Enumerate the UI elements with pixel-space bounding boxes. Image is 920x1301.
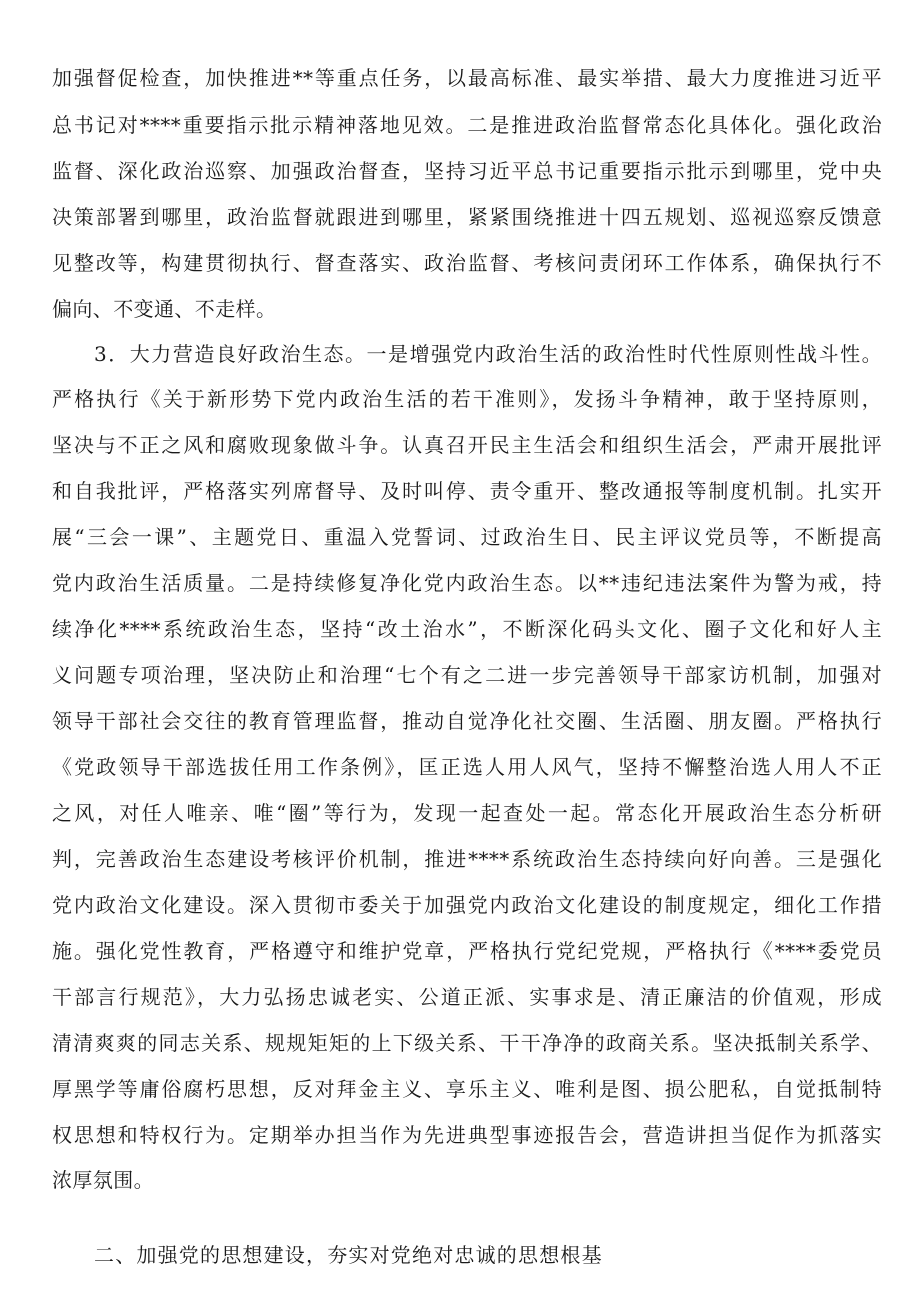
text-line: 判，完善政治生态建设考核评价机制，推进****系统政治生态持续向好向善。三是强化 (52, 847, 882, 871)
text-line: 加强督促检查，加快推进**等重点任务，以最高标准、最实举措、最大力度推进习近平 (52, 66, 882, 90)
text-line: 清清爽爽的同志关系、规规矩矩的上下级关系、干干净净的政商关系。坚决抵制关系学、 (52, 1031, 882, 1055)
text-line: 党内政治生活质量。二是持续修复净化党内政治生态。以**违纪违法案件为警为戒，持 (52, 571, 882, 595)
text-line: 之风，对任人唯亲、唯“圈”等行为，发现一起查处一起。常态化开展政治生态分析研 (52, 801, 882, 825)
text-line: 领导干部社会交往的教育管理监督，推动自觉净化社交圈、生活圈、朋友圈。严格执行 (52, 709, 882, 733)
text-line: 续净化****系统政治生态，坚持“改土治水”，不断深化码头文化、圈子文化和好人主 (52, 617, 882, 641)
text-line: 厚黑学等庸俗腐朽思想，反对拜金主义、享乐主义、唯利是图、损公肥私，自觉抵制特 (52, 1077, 882, 1101)
text-line: 施。强化党性教育，严格遵守和维护党章，严格执行党纪党规，严格执行《****委党员 (52, 939, 882, 963)
paragraph-start-line: 3．大力营造良好政治生态。一是增强党内政治生活的政治性时代性原则性战斗性。 (94, 342, 882, 366)
text-line: 浓厚氛围。 (52, 1168, 154, 1192)
text-line: 和自我批评，严格落实列席督导、及时叫停、责令重开、整改通报等制度机制。扎实开 (52, 479, 882, 503)
text-line: 权思想和特权行为。定期举办担当作为先进典型事迹报告会，营造讲担当促作为抓落实 (52, 1123, 882, 1147)
text-line: 《党政领导干部选拔任用工作条例》，匡正选人用人风气，坚持不懈整治选人用人不正 (52, 755, 882, 779)
text-line: 偏向、不变通、不走样。 (52, 297, 277, 321)
text-line: 展“三会一课”、主题党日、重温入党誓词、过政治生日、民主评议党员等，不断提高 (52, 525, 882, 549)
section-heading: 二、加强党的思想建设，夯实对党绝对忠诚的思想根基 (94, 1243, 603, 1267)
text-line: 严格执行《关于新形势下党内政治生活的若干准则》，发扬斗争精神，敢于坚持原则， (52, 387, 882, 411)
text-line: 总书记对****重要指示批示精神落地见效。二是推进政治监督常态化具体化。强化政治 (52, 113, 882, 137)
text-line: 见整改等，构建贯彻执行、督查落实、政治监督、考核问责闭环工作体系，确保执行不 (52, 251, 882, 275)
text-line: 监督、深化政治巡察、加强政治督查，坚持习近平总书记重要指示批示到哪里，党中央 (52, 159, 882, 183)
text-line: 坚决与不正之风和腐败现象做斗争。认真召开民主生活会和组织生活会，严肃开展批评 (52, 433, 882, 457)
text-line: 决策部署到哪里，政治监督就跟进到哪里，紧紧围绕推进十四五规划、巡视巡察反馈意 (52, 205, 882, 229)
text-line: 党内政治文化建设。深入贯彻市委关于加强党内政治文化建设的制度规定，细化工作措 (52, 893, 882, 917)
text-line: 干部言行规范》，大力弘扬忠诚老实、公道正派、实事求是、清正廉洁的价值观，形成 (52, 985, 882, 1009)
text-line: 义问题专项治理，坚决防止和治理“七个有之二进一步完善领导干部家访机制，加强对 (52, 663, 882, 687)
